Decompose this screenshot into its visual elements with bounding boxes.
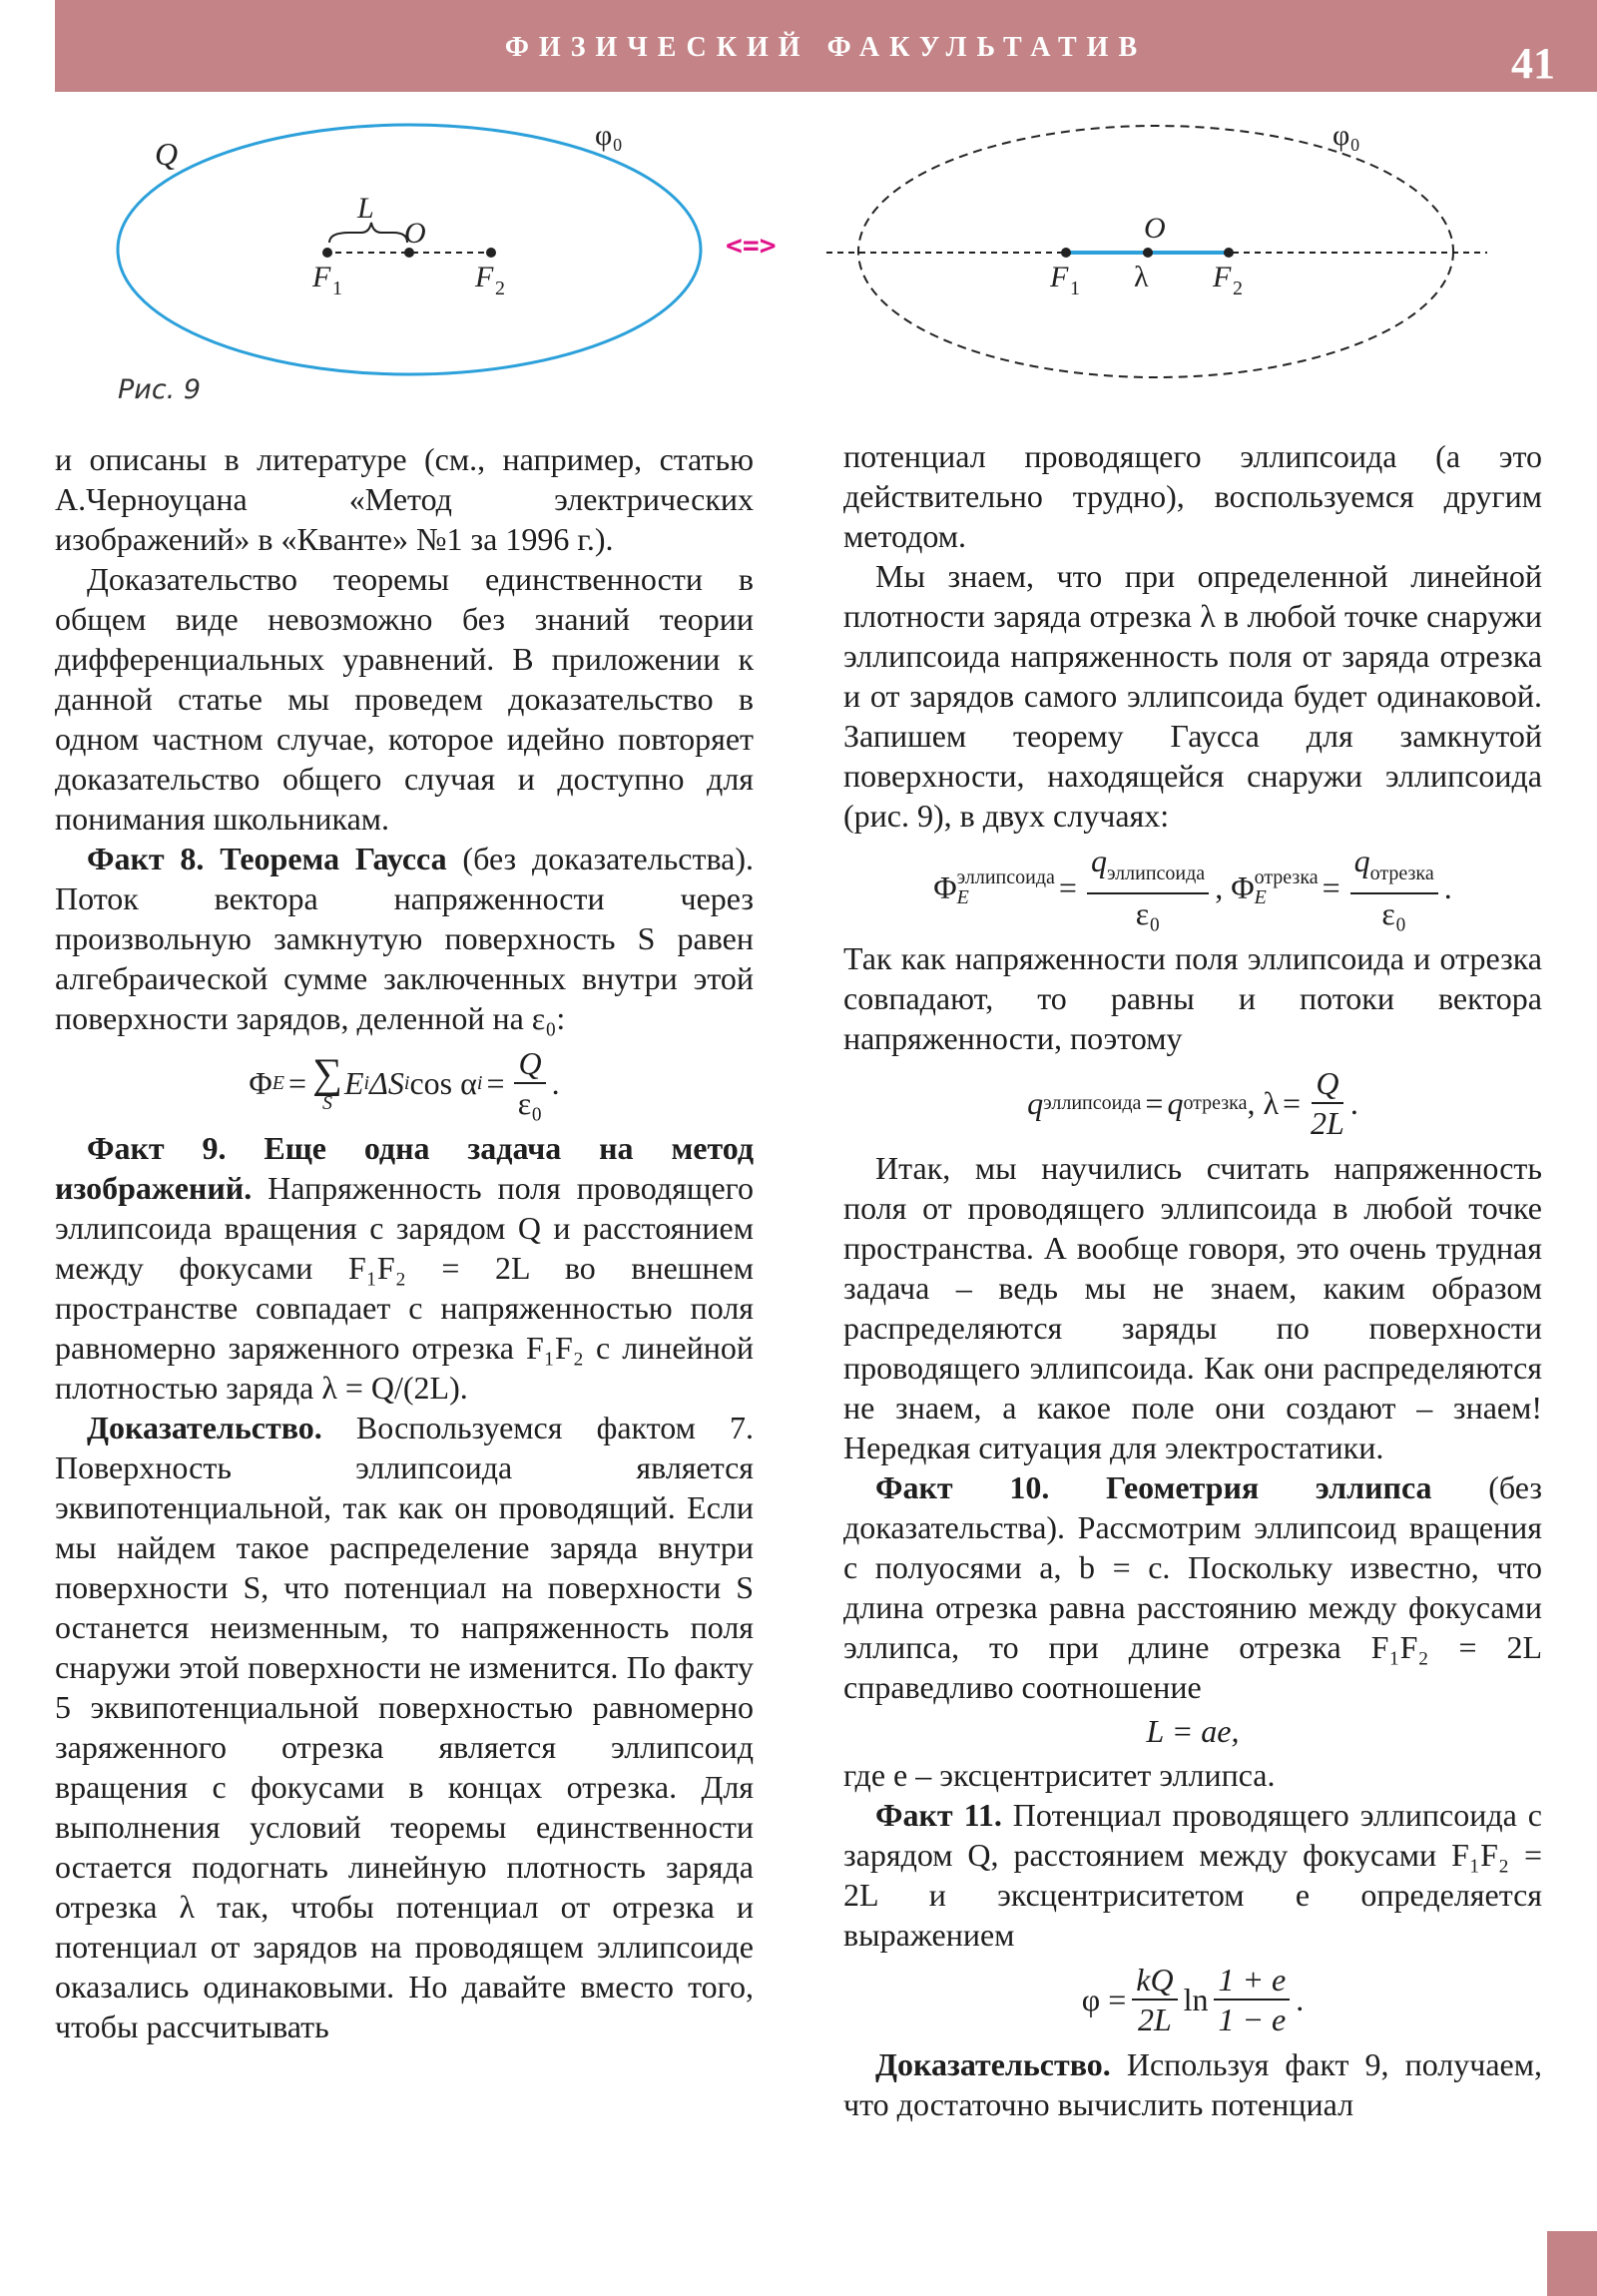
label-lambda: λ <box>1134 261 1149 293</box>
paragraph: Факт 10. Геометрия эллипса (без доказательства). Рассмотрим эллипсоид вращения с полуосями a, b = c. Поскольку известно, что длина отрезка равна расстоянию между фокусами эллипса, то при длине отрезка F₁F₂ = 2L справедливо соотношение <box>843 1469 1542 1705</box>
label-o-right: O <box>1144 212 1166 245</box>
fact-heading: Факт 11. <box>875 1797 1002 1833</box>
flux-formulas: Φ эллипсоида E = $\frac{q_{эллипсоида}}{\text{ε₀}}$ , Φ отрезка E = $\frac{q_{отрезка}}{\text{ε₀}}$ . <box>933 843 1452 931</box>
proof-heading: Доказательство. <box>87 1410 322 1445</box>
page-corner-tab <box>1547 2231 1597 2296</box>
page-number: 41 <box>1511 39 1555 88</box>
page-header <box>55 0 1597 92</box>
paragraph: Факт 9. Еще одна задача на метод изображений. Напряженность поля проводящего эллипсоида вращения с зарядом Q и расстоянием между фокусами F₁F₂ = 2L во внешнем пространстве совпадает с напряженностью поля равномерно заряженного отрезка F₁F₂ с линейной плотностью заряда λ = Q/(2L). <box>55 1130 754 1406</box>
label-f1-right: F <box>1050 261 1069 293</box>
label-f1-left: F <box>312 261 331 293</box>
brace-l <box>329 223 407 243</box>
label-f1-left-sub: 1 <box>332 278 342 299</box>
fact-heading: Факт 10. Геометрия эллипса <box>875 1469 1432 1505</box>
focus-f1-point <box>322 248 332 258</box>
label-f2-left-sub: 2 <box>495 278 505 299</box>
focus-f2-point <box>486 248 496 258</box>
paragraph: Доказательство. Воспользуемся фактом 7. Поверхность эллипсоида является эквипотенциальной, так как он проводящий. Если мы найдем такое распределение заряда внутри поверхности S, что потенциал на поверхности S останется неизменным, то напряженность поля снаружи этой поверхности не изменится. По факту 5 эквипотенциальной поверхностью равномерно заряженного отрезка является эллипсоид вращения с фокусами в концах отрезка. Для выполнения условий теоремы единственности остается подогнать линейную плотность заряда отрезка λ так, чтобы потенциал от отрезка и потенциал от зарядов на проводящем эллипсоиде оказались одинаковыми. Но давайте вместо того, чтобы рассчитывать <box>55 1410 754 2044</box>
charge-equality-formula: q эллипсоида = q отрезка , λ = $\frac{Q}{2L}$ . <box>1027 1065 1358 1141</box>
equivalence-arrow: <=> <box>726 229 777 262</box>
label-o-left: O <box>404 217 426 250</box>
journal-section-title: ФИЗИЧЕСКИЙ ФАКУЛЬТАТИВ <box>504 32 1148 63</box>
gauss-formula: Φ E = ∑ S E i ΔS i cos α i = $\frac{Q}{\text{ε₀}}$ . <box>249 1045 560 1121</box>
label-l: L <box>357 192 374 225</box>
label-f1-right-sub: 1 <box>1070 278 1080 299</box>
figure-caption: Рис. 9 <box>118 374 202 405</box>
label-f2-right: F <box>1213 261 1232 293</box>
paragraph: Факт 11. Потенциал проводящего эллипсоида с зарядом Q, расстоянием между фокусами F₁F₂ = 2L и эксцентриситетом e определяется выражением <box>843 1797 1543 1953</box>
proof-heading: Доказательство. <box>875 2046 1111 2082</box>
label-phi0-right: φ₀ <box>1332 119 1360 152</box>
label-q: Q <box>155 136 179 172</box>
paragraph: потенциал проводящего эллипсоида (а это действительно трудно), воспользуемся другим методом. <box>843 438 1542 554</box>
paragraph: Мы знаем, что при определенной линейной плотности заряда отрезка λ в любой точке снаружи эллипсоида напряженность поля от заряда отрезка и от зарядов самого эллипсоида будет одинаковой. Запишем теорему Гаусса для замкнутой поверхности, находящейся снаружи эллипсоида (рис. 9), в двух случаях: <box>843 558 1542 834</box>
center-o-point-right <box>1143 248 1153 258</box>
right-column <box>843 436 1542 2124</box>
potential-formula: φ = $\frac{kQ}{2L}$ ln $\frac{1 + e}{1 - e}$ . <box>1081 1962 1305 2037</box>
label-f2-left: F <box>475 261 494 293</box>
left-column <box>55 439 754 2046</box>
label-f2-right-sub: 2 <box>1233 278 1243 299</box>
label-phi0-left: φ₀ <box>595 119 623 152</box>
focus-f1-point-right <box>1061 248 1071 258</box>
figure-9 <box>0 95 1597 384</box>
paragraph: где e – эксцентриситет эллипса. <box>843 1757 1276 1793</box>
fact-heading: Факт 8. Теорема Гаусса <box>87 841 447 876</box>
paragraph: Факт 8. Теорема Гаусса (без доказательства). Поток вектора напряженности через произвольную замкнутую поверхность S равен алгебраической сумме заключенных внутри этой поверхности зарядов, деленной на ε₀: <box>55 841 755 1036</box>
fact-heading: Факт 9. Еще одна задача на метод изображений. <box>55 1130 754 1206</box>
paragraph: Итак, мы научились считать напряженность поля от проводящего эллипсоида в любой точке пространства. А вообще говоря, это очень трудная задача – ведь мы не знаем, каким образом распределяются заряды по поверхности проводящего эллипсоида. Как они распределяются не знаем, а какое поле они создают – знаем! Нередкая ситуация для электростатики. <box>843 1150 1542 1465</box>
paragraph: Так как напряженности поля эллипсоида и отрезка совпадают, то равны и потоки вектора напряженности, поэтому <box>843 940 1542 1056</box>
paragraph: Доказательство. Используя факт 9, получаем, что достаточно вычислить потенциал <box>843 2046 1542 2122</box>
paragraph: и описаны в литературе (см., например, статью А.Черноуцана «Метод электрических изображений» в «Кванте» №1 за 1996 г.). <box>55 441 754 557</box>
paragraph: Доказательство теоремы единственности в общем виде невозможно без знаний теории дифференциальных уравнений. В приложении к данной статье мы проведем доказательство в одном частном случае, которое идейно повторяет доказательство общего случая и доступно для понимания школьникам. <box>55 561 754 837</box>
focus-f2-point-right <box>1224 248 1234 258</box>
ellipse-relation: L = ae, <box>1146 1713 1240 1749</box>
